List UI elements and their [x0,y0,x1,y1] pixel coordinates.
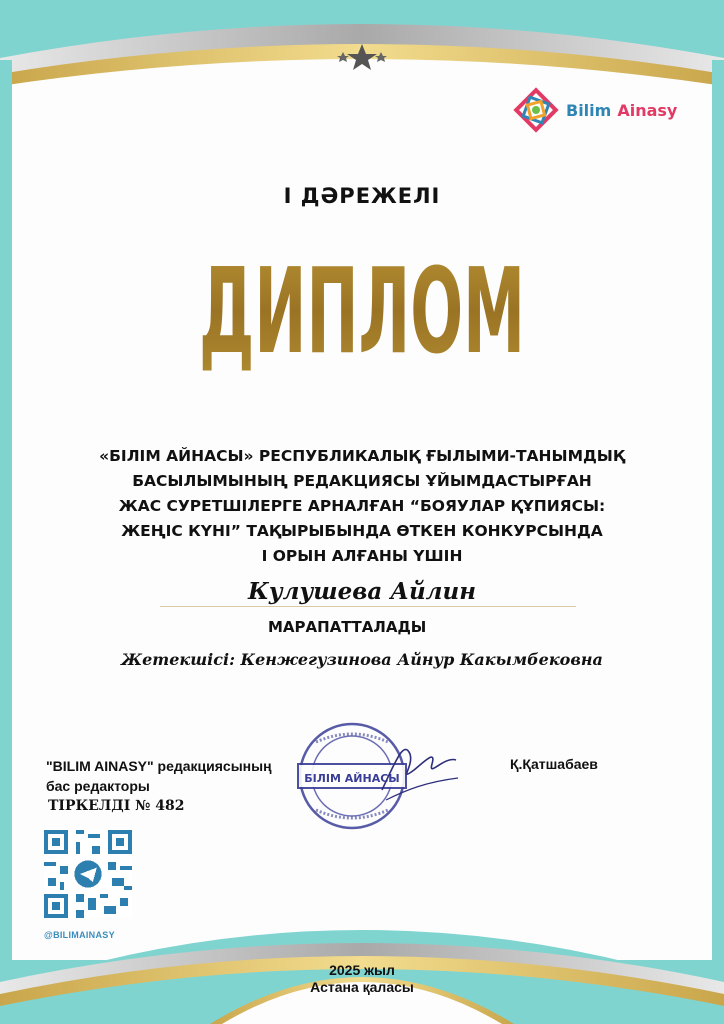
editor-title [46,756,272,796]
issue-city: Астана қаласы [310,979,414,995]
stamp-text: БІЛІМ АЙНАСЫ [304,772,400,785]
social-handle: @BILIMAINASY [44,930,115,940]
reason-line: І ОРЫН АЛҒАНЫ ҮШІН [261,547,463,565]
logo-word-bilim: Bilim [566,100,612,120]
supervisor-name: Жетекшісі: Кенжегузинова Айнур Какымбековна [121,650,603,669]
official-stamp [286,720,466,830]
signer-name: Қ.Қатшабаев [510,756,598,772]
logo-icon [514,88,558,132]
name-underline [160,606,576,607]
reason-line: БАСЫЛЫМЫНЫҢ РЕДАКЦИЯСЫ ҰЙЫМДАСТЫРҒАН [132,472,592,490]
degree-heading: І ДӘРЕЖЕЛІ [283,184,441,208]
diploma-title-text: ДИПЛОМ [199,242,525,380]
logo-word-ainasy: Ainasy [617,100,678,120]
bilim-ainasy-logo [514,88,694,132]
award-reason [60,444,664,569]
reason-line: «БІЛІМ АЙНАСЫ» РЕСПУБЛИКАЛЫҚ ҒЫЛЫМИ-ТАНЫМДЫҚ [99,447,625,465]
diploma-title [160,240,564,380]
recipient-name: Кулушева Айлин [247,578,477,605]
reason-line: ЖЕҢІС КҮНІ” ТАҚЫРЫБЫНДА ӨТКЕН КОНКУРСЫНДА [121,522,603,540]
issue-year: 2025 жыл [329,962,395,978]
editor-line-1: "BILIM AINASY" редакциясының [46,758,272,774]
awarded-label: МАРАПАТТАЛАДЫ [268,618,427,636]
logo-text [566,101,677,120]
qr-code [44,830,132,918]
registration-number: ТІРКЕЛДІ № 482 [48,798,185,814]
editor-line-2: бас редакторы [46,778,150,794]
issue-place-date [262,962,462,996]
reason-line: ЖАС СУРЕТШІЛЕРГЕ АРНАЛҒАН “БОЯУЛАР ҚҰПИЯСЫ: [118,497,606,515]
